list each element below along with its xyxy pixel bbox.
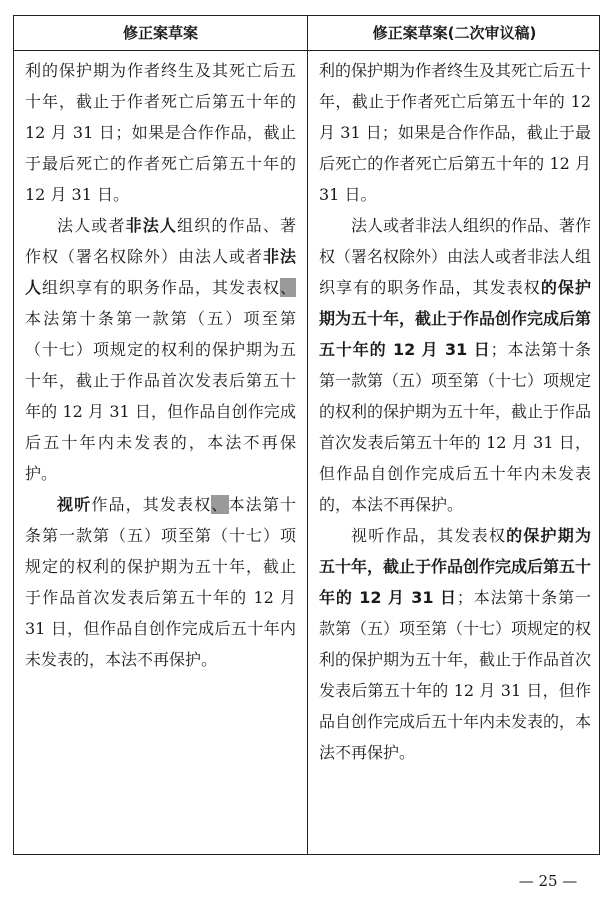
text-run: 组织享有的职务作品，其发表权 [42, 278, 280, 297]
right-column-header: 修正案草案(二次审议稿) [372, 24, 537, 42]
right-column-text [319, 55, 591, 768]
header-divider [14, 50, 599, 51]
highlighted-mark: 、 [279, 278, 296, 297]
bold-run: 视听 [57, 495, 92, 514]
column-divider [307, 16, 308, 854]
text-run: ；本法第十条第一款第（五）项至第（十七）项规定的权利的保护期为五十年，截止于作品首次发表后第五十年的 12 月 31 日，但作品自创作完成后五十年内未发表的，本法不再保护。 [319, 340, 592, 514]
page-number: — 25 — [518, 872, 578, 890]
bold-run: 非法人 [25, 247, 296, 297]
bold-run: 的保护期为五十年，截止于作品创作完成后第五十年的 12 月 31 日 [319, 278, 592, 359]
text-run: 作品，其发表权 [91, 495, 212, 514]
left-column-header: 修正案草案 [122, 24, 198, 42]
text-run: 本法第十条第一款第（五）项至第（十七）项规定的权利的保护期为五十年，截止于作品首次发表后第五十年的 12 月 31 日，但作品自创作完成后五十年内未发表的，本法不再保护。 [25, 495, 296, 669]
text-run: ；本法第十条第一款第（五）项至第（十七）项规定的权利的保护期为五十年，截止于作品首次发表后第五十年的 12 月 31 日，但作品自创作完成后五十年内未发表的，本法不再保护。 [319, 588, 592, 762]
left-paragraph-1: 利的保护期为作者终生及其死亡后五十年，截止于作者死亡后第五十年的 12 月 31 日；如果是合作作品，截止于最后死亡的作者死亡后第五十年的 12 月 31 日。 [25, 61, 296, 204]
comparison-table [13, 15, 600, 855]
text-run: 视听作品，其发表权 [351, 526, 507, 545]
left-paragraph-3 [25, 489, 296, 675]
right-paragraph-1: 利的保护期为作者终生及其死亡后五十年，截止于作者死亡后第五十年的 12 月 31 日；如果是合作作品，截止于最后死亡的作者死亡后第五十年的 12 月 31 日。 [319, 61, 592, 204]
bold-run: 的保护期为五十年，截止于作品创作完成后第五十年的 12 月 31 日 [319, 526, 592, 607]
right-paragraph-3 [319, 520, 591, 768]
left-paragraph-2 [25, 210, 296, 489]
right-paragraph-2 [319, 210, 591, 520]
highlighted-mark: 、 [211, 495, 229, 514]
text-run: 法人或者 [57, 216, 126, 235]
left-column-text [25, 55, 296, 675]
text-run: 组织的作品、著作权（署名权除外）由法人或者 [25, 216, 296, 266]
bold-run: 非法人 [125, 216, 178, 235]
text-run: 法人或者非法人组织的作品、著作权（署名权除外）由法人或者非法人组织享有的职务作品，其发表权 [319, 216, 592, 297]
text-run: 本法第十条第一款第（五）项至第（十七）项规定的权利的保护期为五十年，截止于作品首次发表后第五十年的 12 月 31 日，但作品自创作完成后五十年内未发表的，本法不再保护。 [25, 309, 296, 483]
